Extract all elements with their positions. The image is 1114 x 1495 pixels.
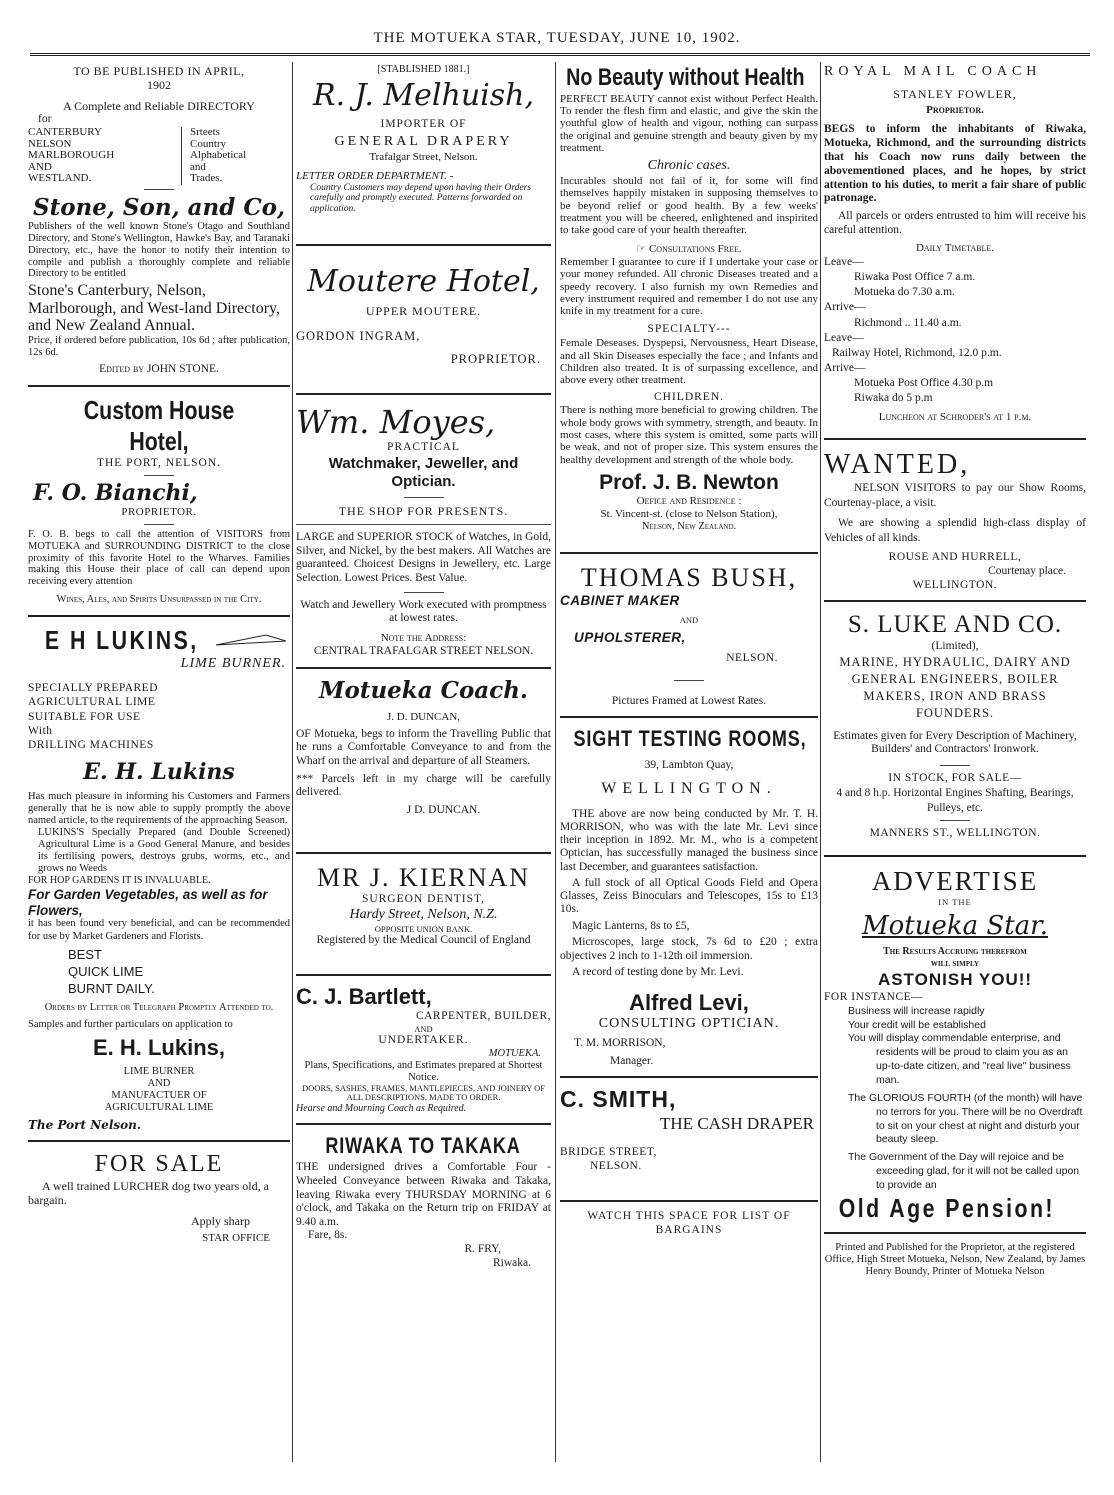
lukins-heading: E H LUKINS, <box>44 625 199 655</box>
coach-parcels: *** Parcels left in my charge will be carefully delivered. <box>296 772 551 799</box>
levi-heading: Alfred Levi, <box>629 989 749 1015</box>
kiernan-opposite: OPPOSITE UNION BANK. <box>374 923 473 934</box>
for-sale-heading: FOR SALE <box>94 1151 224 1178</box>
directory-kinds: Srteets Country Alphabetical and Trades. <box>181 127 270 185</box>
royal-luncheon: Luncheon at Schroder's at 1 p.m. <box>878 410 1032 423</box>
advertise-in-the: IN THE <box>938 897 972 908</box>
lukins-sub: LIME BURNER. <box>180 656 286 672</box>
sight-body-1: THE above are now being conducted by Mr. T. H. MORRISON, who was with the late Mr. Levi since their inception in 1892. Mr. M., who is a competent Optician, has successfully managed the business since last December, and guarantees satisfaction. <box>560 807 818 873</box>
moutere-heading: Moutere Hotel, <box>307 264 540 300</box>
benefit-item: Your credit will be established <box>848 1018 986 1031</box>
schedule-row: Richmond .. 11.40 a.m. <box>854 316 962 329</box>
sight-body-2: A full stock of all Optical Goods Field and Opera Glasses, Zeiss Binoculars and Telescopes, 15s to £13 10s. <box>560 876 818 916</box>
luke-estimates: Estimates given for Every Description of Machinery, <box>833 729 1077 742</box>
column-4 <box>824 64 1086 1464</box>
sight-micro: Microscopes, large stock, 7s 6d to £20 ; extra objectives 2 inch to 1-12th oil immersion. <box>560 936 818 962</box>
lime-cart-icon <box>216 633 286 649</box>
bianchi-heading: F. O. Bianchi, <box>33 479 198 506</box>
lukins-special: SPECIALLY PREPARED AGRICULTURAL LIME SUITABLE FOR USE With DRILLING MACHINES <box>28 681 159 752</box>
lukins-port: The Port Nelson. <box>28 1117 142 1132</box>
melhuish-trafalgar: Trafalgar Street, Nelson. <box>369 150 478 163</box>
advertise-heading: ADVERTISE <box>871 865 1039 896</box>
custom-house-heading: Custom House Hotel, <box>83 394 235 456</box>
luke-engines: 4 and 8 h.p. Horizontal Engines Shafting, Bearings, Pulleys, etc. <box>836 787 1074 814</box>
letter-order-body: Country Customers may depend upon having their Orders carefully and promptly executed. Patterns forwarded on application. <box>310 182 532 214</box>
luke-limited: (Limited), <box>931 640 979 653</box>
column-rule <box>292 62 293 1462</box>
stone-directory-title: Stone's Canterbury, Nelson, Marlborough, and West-land Directory, and New Zealand Annual. <box>28 282 280 335</box>
royal-parcels: All parcels or orders entrusted to him will receive his careful attention. <box>824 210 1086 236</box>
moyes-watchmaker: Watchmaker, Jeweller, and Optician. <box>328 454 519 490</box>
masthead: THE MOTUEKA STAR, TUESDAY, JUNE 10, 1902. <box>373 30 741 46</box>
luke-builders: Builders' and Contractors' Ironwork. <box>871 743 1039 756</box>
masthead-rule <box>30 53 1090 56</box>
watch-space: WATCH THIS SPACE FOR LIST OF BARGAINS <box>587 1209 791 1236</box>
schedule-leave: Leave— <box>824 255 864 268</box>
lukins-gothic-name: E. H. Lukins <box>83 758 235 785</box>
benefit-item: You will display commendable enterprise, and residents will be proud to claim you as an up-to-date citizen, and "real live" business man. <box>848 1032 1071 1086</box>
bartlett-undertaker: UNDERTAKER. <box>378 1034 469 1047</box>
kiernan-heading: MR J. KIERNAN <box>316 862 531 892</box>
for-sale-office: STAR OFFICE <box>202 1232 270 1245</box>
sight-magic: Magic Lanterns, 8s to £5, <box>572 919 690 932</box>
consultations-label: Consultations Free. <box>648 242 742 255</box>
pension-heading: Old Age Pension! <box>838 1192 1056 1223</box>
moyes-heading: Wm. Moyes, <box>296 402 496 441</box>
bianchi-role: PROPRIETOR. <box>121 506 197 519</box>
column-rule <box>555 62 556 1462</box>
melhuish-heading: R. J. Melhuish, <box>313 78 534 113</box>
royal-proprietor: Proprietor. <box>926 104 984 117</box>
lukins-samples: Samples and further particulars on application to <box>28 1018 233 1030</box>
newton-heading: Prof. J. B. Newton <box>599 470 779 494</box>
riwaka-fry-place: Riwaka. <box>492 1256 531 1269</box>
advertise-astonish: ASTONISH YOU!! <box>877 970 1033 990</box>
sight-wellington: WELLINGTON. <box>601 779 777 797</box>
specialty-body: Female Deseases. Dyspepsi, Nervousness, Heart Disease, and all Skin Diseases especially the face ; and Infants and Children also treated. It is of surpassing excellence, and above every other treatment. <box>560 337 818 387</box>
pointing-hand-icon: ☞ <box>636 242 649 255</box>
schedule-arrive: Arrive— <box>824 301 866 314</box>
kiernan-address: Hardy Street, Nelson, N.Z. <box>349 906 498 922</box>
moyes-shop: THE SHOP FOR PRESENTS. <box>338 503 509 518</box>
moyes-body: LARGE and SUPERIOR STOCK of Watches, in Gold, Silver, and Nickel, by the best makers. All Watches are guaranteed. Choicest Designs in Jewellery, etc. Large Selection. Lowest Prices. Best Value. <box>296 531 551 584</box>
consultations <box>560 243 818 256</box>
newton-vincent: St. Vincent-st. (close to Nelson Station), <box>600 508 778 521</box>
beauty-body: PERFECT BEAUTY cannot exist without Perfect Health. To render the flesh firm and elastic, and give the skin the youthful glow of health and vigour, nothing can surpass the original and genuine strength and beauty given by my treatment. <box>560 92 818 155</box>
directory-year: 1902 <box>147 78 171 93</box>
column-1 <box>28 64 290 1464</box>
sight-lambton: 39, Lambton Quay, <box>644 758 734 771</box>
for-sale-body: A well trained LURCHER dog two years old, a bargain. <box>28 1178 269 1208</box>
advertise-results: The Results Accruing therefrom <box>883 946 1027 958</box>
luke-manners: MANNERS ST., WELLINGTON. <box>869 826 1041 839</box>
stone-heading: Stone, Son, and Co, <box>32 193 285 221</box>
luke-heading: S. LUKE AND CO. <box>847 611 1063 639</box>
lukins-body-2: LUKINS'S Specially Prepared (and Double Screened) Agricultural Lime is a Good General Manure, and besides its fertilising powers, destroys grubs, worms, etc., and grows no Weeds <box>38 827 290 875</box>
moyes-repair: Watch and Jewellery Work executed with promptness at lowest rates. <box>300 598 547 625</box>
bush-upholsterer: UPHOLSTERER, <box>574 629 686 645</box>
bush-pictures: Pictures Framed at Lowest Rates. <box>611 694 767 707</box>
column-rule <box>820 62 821 1462</box>
sight-record: A record of testing done by Mr. Levi. <box>572 965 744 978</box>
luke-marine: MARINE, HYDRAULIC, DAIRY AND GENERAL ENGINEERS, BOILER MAKERS, IRON AND BRASS FOUNDERS. <box>839 655 1071 720</box>
kiernan-registered: Registered by the Medical Council of England <box>316 933 531 946</box>
wanted-wellington: WELLINGTON. <box>912 578 998 591</box>
wanted-body: NELSON VISITORS to pay our Show Rooms, Courtenay-place, a visit. <box>824 482 1086 509</box>
children-heading: CHILDREN. <box>653 390 724 403</box>
moyes-note: Note the Address: <box>380 632 467 645</box>
moutere-upper: UPPER MOUTERE. <box>365 304 482 319</box>
lukins-body-3: it has been found very beneficial, and can be recommended for use by Market Gardeners and Florists. <box>28 918 290 942</box>
levi-manager: Manager. <box>610 1054 654 1067</box>
riwaka-heading: RIWAKA TO TAKAKA <box>325 1133 522 1159</box>
moyes-practical: PRACTICAL <box>387 441 460 454</box>
benefit-item: The GLORIOUS FOURTH (of the month) will have no terrors for you. There will be no Overdraft to sit on your chest at night and disturb your beauty sleep. <box>848 1091 1083 1146</box>
moutere-gordon: GORDON INGRAM, <box>296 328 421 343</box>
directory-notice: TO BE PUBLISHED IN APRIL, <box>73 64 245 78</box>
moutere-proprietor: PROPRIETOR. <box>450 351 541 366</box>
newton-nelson: Nelson, New Zealand. <box>641 521 737 533</box>
schedule-row: Motueka do 7.30 a.m. <box>854 286 955 299</box>
moyes-address: CENTRAL TRAFALGAR STREET NELSON. <box>313 645 534 658</box>
lukins-big-name: E. H. Lukins, <box>92 1035 226 1061</box>
coach-heading: Motueka Coach. <box>319 677 528 705</box>
stone-price: Price, if ordered before publication, 10s 6d ; after publication, 12s 6d. <box>28 334 290 359</box>
bush-and: AND <box>679 615 699 626</box>
children-body: There is nothing more beneficial to growing children. The whole body grows with symmetry, strength, and beauty. In most cases, where this system is omitted, some parts will be weak, and not of proper size. This system ensures the healthy development and strength of the whole body. <box>560 404 818 466</box>
advertise-benefits <box>824 1005 1086 1193</box>
smith-draper: THE CASH DRAPER <box>660 1113 814 1133</box>
bush-cabinet: CABINET MAKER <box>560 593 680 609</box>
bush-nelson: NELSON. <box>726 651 778 664</box>
custom-house-sub: THE PORT, NELSON. <box>96 457 222 470</box>
lukins-body-1: Has much pleasure in informing his Customers and Farmers generally that he is now able to supply promptly the above named article, to the requirements of the approaching Season. <box>28 791 290 827</box>
schedule-arrive: Arrive— <box>824 362 866 375</box>
bartlett-heading: C. J. Bartlett, <box>296 983 432 1009</box>
luke-instock: IN STOCK, FOR SALE— <box>888 772 1022 785</box>
advertise-instance: FOR INSTANCE— <box>824 990 924 1003</box>
for-sale-apply: Apply sharp <box>191 1213 250 1228</box>
royal-stanley: STANLEY FOWLER, <box>893 86 1017 101</box>
levi-consulting: CONSULTING OPTICIAN. <box>598 1015 780 1031</box>
lukins-orders: Orders by Letter or Telegraph Promptly Attended to. <box>44 1001 274 1013</box>
directory-regions: CANTERBURY NELSON MARLBOROUGH AND WESTLAND. <box>28 125 115 185</box>
stone-body: Publishers of the well known Stone's Otago and Southland Directory, and Stone's Wellington, Hawke's Bay, and Taranaki Directory, etc., have the honor to notify their intention to compile and publish a thoroughly complete and reliable Directory to be entitled <box>28 221 290 280</box>
coach-duncan: J. D. DUNCAN, <box>386 710 461 723</box>
beauty-heading: No Beauty without Health <box>566 64 805 91</box>
coach-signature: J D. DUNCAN. <box>406 804 481 817</box>
levi-morrison: T. M. MORRISON, <box>574 1036 666 1049</box>
custom-house-wines: Wines, Ales, and Spirits Unsurpassed in the City. <box>56 594 262 606</box>
sight-heading: SIGHT TESTING ROOMS, <box>573 726 807 752</box>
benefit-item: The Government of the Day will rejoice and be exceeding glad, for it will not be called upon to provide an <box>848 1151 1080 1191</box>
bartlett-motueka: MOTUEKA. <box>488 1047 541 1059</box>
bartlett-hearse: Hearse and Mourning Coach as Required. <box>296 1103 467 1115</box>
custom-house-body: F. O. B. begs to call the attention of VISITORS from MOTUEKA and SURROUNDING DISTRICT to the close proximity of this favorite Hotel to the Wharves. Families making this House their place of call can depend upon receiving every attention <box>28 528 290 588</box>
advertise-simply: will simply <box>930 958 980 970</box>
kiernan-surgeon: SURGEON DENTIST, <box>361 893 486 906</box>
schedule-row: Riwaka Post Office 7 a.m. <box>854 271 976 284</box>
lukins-best: BEST QUICK LIME BURNT DAILY. <box>68 947 155 997</box>
schedule-leave: Leave— <box>824 331 864 344</box>
chronic-heading: Chronic cases. <box>647 158 731 174</box>
smith-bridge: BRIDGE STREET, <box>560 1146 657 1159</box>
royal-mail-heading: ROYAL MAIL COACH <box>824 64 1042 79</box>
wanted-rouse: ROUSE AND HURRELL, <box>888 550 1022 563</box>
bartlett-and: AND <box>414 1023 433 1034</box>
bartlett-doors: DOORS, SASHES, FRAMES, MANTLEPIECES, AND JOINERY OF ALL DESCRIPTIONS, MADE TO ORDER. <box>302 1082 545 1103</box>
royal-begs: BEGS to inform the inhabitants of Riwaka, Motueka, Richmond, and the surrounding districts that his Coach now runs daily between the abovementioned places, and he hopes, by strict attention to his duties, to merit a fair share of public patronage. <box>824 123 1086 205</box>
column-3 <box>560 64 818 1464</box>
lukins-hop: FOR HOP GARDENS IT IS INVALUABLE. <box>28 875 211 887</box>
riwaka-fare: Fare, 8s. <box>308 1229 348 1242</box>
riwaka-body: THE undersigned drives a Comfortable Four - Wheeled Conveyance between Riwaka and Takaka, leaving Riwaka every THURSDAY MORNING at 6 o'clock, and Takaka on the Return trip on FRIDAY at 9.40 a.m. <box>296 1161 551 1228</box>
wanted-body-2: We are showing a splendid high-class display of Vehicles of all kinds. <box>824 517 1086 544</box>
bartlett-carpenter: CARPENTER, BUILDER, <box>415 1010 551 1023</box>
chronic-body: Incurables should not fail of it, for some will find themselves happily mistaken in supposing themselves to be beyond relief or good health. By a few weeks' treatment you will be cheered, enlightened and inspirited to take good care of your health thereafter. <box>560 175 818 237</box>
wanted-heading: WANTED, <box>824 448 971 480</box>
schedule-row: Riwaka do 5 p.m <box>854 392 933 405</box>
schedule-row: Railway Hotel, Richmond, 12.0 p.m. <box>832 346 1002 359</box>
coach-body: OF Motueka, begs to inform the Travelling Public that he runs a Comfortable Conveyance to and from the Wharf on the arrival and departure of all Steamers. <box>296 727 551 767</box>
column-2 <box>296 64 551 1464</box>
lukins-vegetables: For Garden Vegetables, as well as for Flowers, <box>28 887 268 918</box>
lukins-role: LIME BURNER AND MANUFACTUER OF AGRICULTURAL LIME <box>104 1065 214 1113</box>
directory-for: for <box>38 113 52 126</box>
smith-nelson: NELSON. <box>590 1160 642 1173</box>
letter-order-heading: LETTER ORDER DEPARTMENT. - <box>296 169 454 182</box>
riwaka-fry: R. FRY, <box>464 1243 501 1256</box>
bush-heading: THOMAS BUSH, <box>580 563 798 593</box>
benefit-item: Business will increase rapidly <box>848 1004 985 1017</box>
remember-body: Remember I guarantee to cure if I undertake your case or your money refunded. All chronic Diseases treated and a speedy recovery. I also furnish my own Remedies and every instrument required and remember I do not use any knife in my treatment for a cure. <box>560 255 818 318</box>
royal-schedule <box>824 255 1086 407</box>
advertise-star: Motueka Star. <box>862 911 1048 942</box>
melhuish-established: [STABLISHED 1881.] <box>377 64 470 75</box>
newton-office: Oefice and Residence : <box>636 495 742 508</box>
bartlett-plans: Plans, Specifications, and Estimates prepared at Shortest Notice. <box>304 1060 543 1084</box>
directory-title: A Complete and Reliable DIRECTORY <box>63 98 255 113</box>
specialty-heading: SPECIALTY--- <box>647 323 731 336</box>
printed-imprint: Printed and Published for the Proprietor, at the registered Office, High Street Motueka, Nelson, New Zealand, by James Henry Boundy, Printer of Motueka Nelson <box>824 1242 1086 1277</box>
royal-timetable: Daily Timetable. <box>915 241 995 254</box>
melhuish-drapery: GENERAL DRAPERY <box>334 133 513 149</box>
melhuish-importer: IMPORTER OF <box>380 118 467 130</box>
smith-heading: C. SMITH, <box>560 1086 677 1113</box>
stone-editor: Edited by JOHN STONE. <box>99 363 219 376</box>
schedule-row: Motueka Post Office 4.30 p.m <box>854 377 994 390</box>
wanted-courtenay: Courtenay place. <box>988 564 1066 577</box>
